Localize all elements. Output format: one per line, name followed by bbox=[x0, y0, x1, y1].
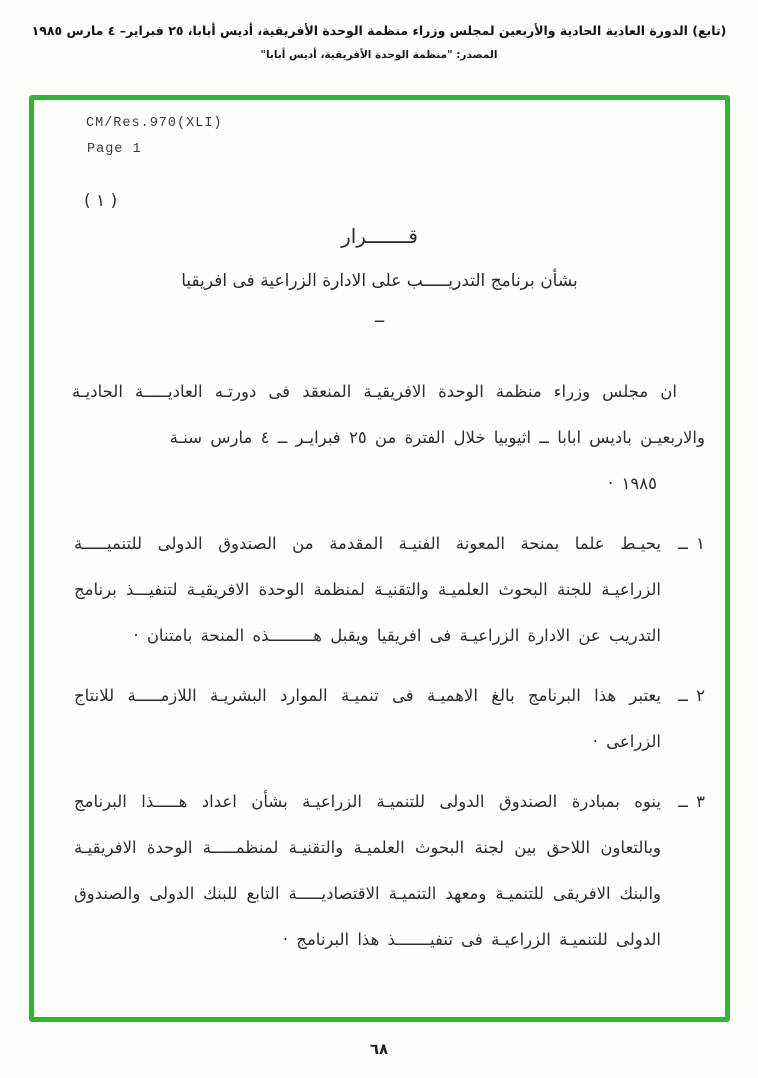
resolution-clause bbox=[66, 673, 705, 765]
page-header bbox=[0, 22, 758, 61]
resolution-title: قـــــــرار bbox=[341, 224, 418, 248]
page-label: Page 1 bbox=[87, 142, 142, 157]
source-line: المصدر: "منظمة الوحدة الأفريقية، أديس أبابا" bbox=[260, 49, 498, 61]
resolution-clause bbox=[66, 521, 705, 659]
clause-text: يحيـط علما بمنحة المعونة الفنيـة المقدمة من الصندوق الدولى للتنميـــــة الزراعيـة للجنة البحوث العلميـة والتقنيـة لمنظمة الوحدة الافريقيـة لتنفيـــذ برنامج التدريب عن الادارة الزراعيـة فى افريقيا ويقبل هـــــــــذه المنحة بامتنان · bbox=[74, 534, 661, 645]
document-scan-frame bbox=[29, 95, 730, 1022]
session-header-line: (تابع) الدورة العادية الحادية والأربعين لمجلس وزراء منظمة الوحدة الأفريقية، أديس أبابا، ٢٥ فبراير– ٤ مارس ١٩٨٥ bbox=[31, 23, 727, 38]
clause-text: يعتبر هذا البرنامج بالغ الاهميـة فى تنميـة الموارد البشريـة اللازمـــــة للانتاج الزراعى · bbox=[74, 686, 661, 751]
clause-number: ٣ ــ bbox=[678, 792, 705, 811]
resolution-reference: CM/Res.970(XLI) bbox=[86, 116, 223, 131]
preamble-year: ١٩٨٥ · bbox=[608, 474, 657, 493]
resolution-subject: بشأن برنامج التدريـــــب على الادارة الزراعية فى افريقيا bbox=[181, 271, 578, 291]
clause-number: ١ ــ bbox=[678, 534, 705, 553]
separator-dash: ــ bbox=[374, 307, 385, 326]
resolution-number: ( ١ ) bbox=[84, 191, 118, 211]
page-number: ٦٨ bbox=[369, 1040, 389, 1058]
resolution-body bbox=[66, 369, 705, 963]
preamble-text: ان مجلس وزراء منظمة الوحدة الافريقيـة المنعقد فى دورتـه العاديـــــة الحاديـة والاربعيـن باديس ابابا ــ اثيوبيا خلال الفترة من ٢٥ فبرايـر ــ ٤ مارس سنـة bbox=[72, 382, 705, 447]
resolution-clause bbox=[66, 779, 705, 963]
clause-number: ٢ ــ bbox=[678, 686, 705, 705]
page-footer bbox=[0, 1040, 758, 1058]
clause-list bbox=[66, 521, 705, 963]
clause-text: ينوه بمبادرة الصندوق الدولى للتنميـة الزراعيـة بشأن اعداد هـــــذا البرنامج وبالتعاون اللاحق بين لجنة البحوث العلميـة والتقنيـة لمنظمـــــة الوحدة الافريقيـة والبنك الافريقى للتنميـة ومعهد التنميـة الاقتصاديـــــة التابع للبنك الدولى والصندوق الدولى للتنميـة الزراعيـة فى تنفيـــــــذ هذا البرنامج · bbox=[74, 792, 661, 949]
